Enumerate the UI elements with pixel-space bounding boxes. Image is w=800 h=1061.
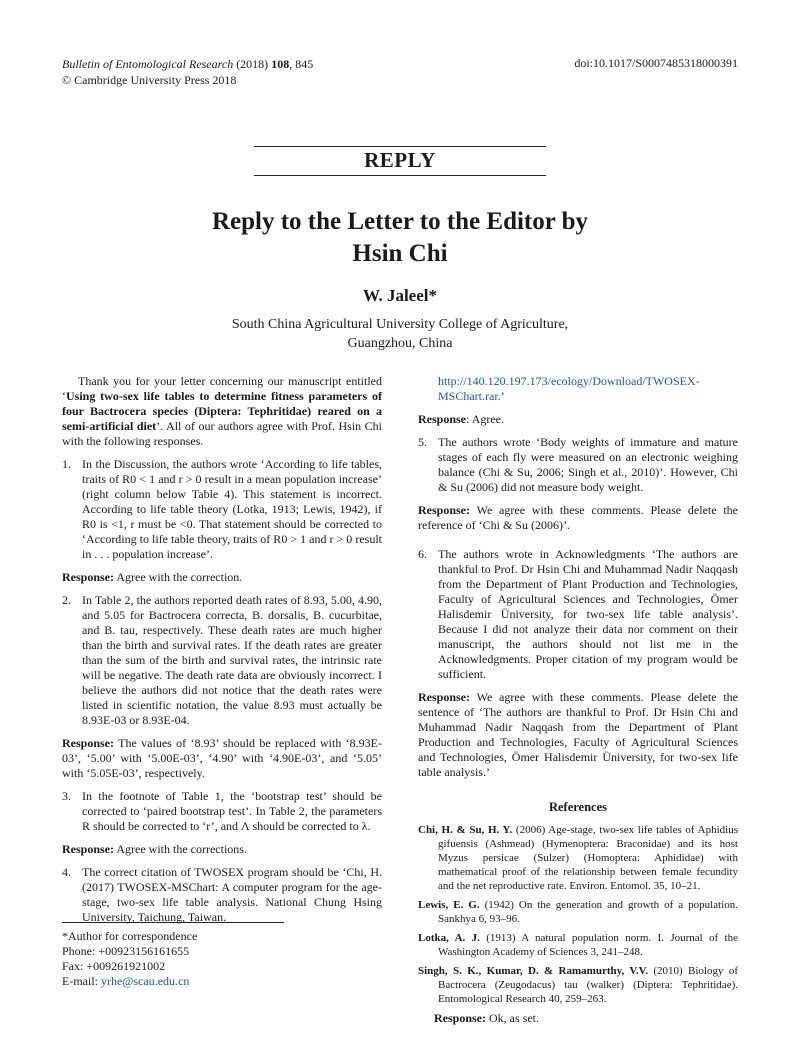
item-text: The authors wrote in Acknowledgments ‘The authors are thankful to Prof. Dr Hsin Chi and Muhammad Nadir Naqqash from the Department of Plant Production and Technologies, Faculty of Agricultural Sciences and Technologies, Ömer Halisdemir Üniversity, for two-sex life table analysis’. Because I did not analyze their data nor comment on their manuscript, the authors should not list me in the Acknowledgments. Proper citation of my program would be sufficient. — [438, 547, 738, 681]
section-heading: REPLY — [364, 148, 436, 172]
section-rule-top — [254, 146, 546, 147]
url-close-quote: ’ — [500, 389, 505, 403]
response-label: Response — [418, 412, 467, 426]
response-text: : Agree. — [466, 412, 505, 426]
response-text: Agree with the corrections. — [114, 842, 247, 856]
item-number: 4. — [62, 865, 71, 879]
intro-pre: Thank you for your letter concerning our manuscript entitled ‘ — [62, 374, 382, 403]
comment-item-4 — [62, 865, 382, 925]
reference-text: (2010) Biology of Bactrocera (Zeugodacus) tau (walker) (Diptera: Tephritidae). Entomological Research 40, 259–263. — [438, 965, 738, 1005]
copyright: © Cambridge University Press 2018 — [62, 73, 237, 87]
item-number: 6. — [418, 547, 427, 561]
affiliation-line-2: Guangzhou, China — [347, 336, 453, 351]
comment-list-left — [62, 457, 382, 562]
response-6 — [418, 690, 738, 780]
affiliation-line-1: South China Agricultural University College of Agriculture, — [231, 317, 569, 332]
response-label: Response: — [62, 736, 115, 750]
affiliation — [100, 315, 700, 353]
comment-item-3 — [62, 789, 382, 834]
response-label: Response: — [62, 842, 115, 856]
journal-volume: 108 — [271, 57, 290, 71]
footnote — [62, 929, 197, 989]
item-number: 3. — [62, 789, 71, 803]
response-5 — [418, 503, 738, 533]
intro-manuscript-title: Using two-sex life tables to determine fitness parameters of four Bactrocera species (Diptera: Tephritidae) reared on a semi-artificial diet — [62, 389, 382, 433]
comment-item-2 — [62, 593, 382, 728]
email-link[interactable]: yrhe@scau.edu.cn — [101, 974, 190, 988]
footnote-fax: Fax: +009261921002 — [62, 959, 166, 973]
intro-post: ’. All of our authors agree with Prof. Hsin Chi with the following responses. — [62, 419, 382, 448]
response-3 — [62, 842, 382, 857]
comment-list-left-2 — [62, 593, 382, 728]
final-response — [418, 1011, 738, 1026]
left-column — [62, 374, 382, 933]
reference-item — [418, 964, 738, 1006]
reference-authors: Lewis, E. G. — [418, 899, 480, 911]
reference-text: (1913) A natural population norm. I. Journal of the Washington Academy of Sciences 3, 241–248. — [438, 932, 738, 958]
reference-item — [418, 823, 738, 893]
comment-item-1 — [62, 457, 382, 562]
email-label: E-mail: — [62, 974, 101, 988]
footnote-email-line — [62, 974, 197, 989]
title-line-1: Reply to the Letter to the Editor by — [211, 208, 589, 235]
comment-item-6 — [418, 547, 738, 682]
response-label: Response: — [418, 690, 471, 704]
response-text: The values of ‘8.93’ should be replaced with ‘8.93E-03’, ‘5.00’ with ‘5.00E-03’, ‘4.90’ with ‘4.90E-03’, and ‘5.05’ with ‘5.05E-03’, respectively. — [62, 736, 382, 780]
reference-list — [418, 823, 738, 1006]
right-column — [418, 374, 738, 1034]
item-number: 1. — [62, 457, 71, 471]
twosex-url-link[interactable]: http://140.120.197.173/ecology/Download/TWOSEX-MSChart.rar. — [438, 374, 700, 403]
comment-item-5 — [418, 435, 738, 495]
response-text: We agree with these comments. Please delete the reference of ‘Chi & Su (2006)’. — [418, 503, 738, 532]
reference-authors: Chi, H. & Su, H. Y. — [418, 824, 513, 836]
author-name: W. Jaleel* — [363, 286, 437, 305]
item-text: The correct citation of TWOSEX program should be ‘Chi, H. (2017) TWOSEX-MSChart: A computer program for the age-stage, two-sex life table analysis. National Chung Hsing University, Taichung, Taiwan. — [82, 865, 382, 924]
item-text: In Table 2, the authors reported death rates of 8.93, 5.00, 4.90, and 5.05 for Bactrocera correcta, B. dorsalis, B. cucurbitae, and B. tau, respectively. These death rates are much higher than the birth and survival rates. If the death rates are greater than the sum of the birth and survival rates, the intrinsic rate will be negative. The death rate data are obviously incorrect. I believe the authors did not notice that the death rates were listed in scientific notation, the value 8.93 must actually be 8.93E-03 or 8.93E-04. — [82, 593, 382, 727]
intro-paragraph — [62, 374, 382, 449]
response-label: Response: — [418, 503, 471, 517]
item-text: In the footnote of Table 1, the ‘bootstrap test’ should be corrected to ‘paired bootstrap test’. In Table 2, the parameters R should be corrected to ‘r’, and Λ should be corrected to λ. — [82, 789, 382, 833]
item-text: In the Discussion, the authors wrote ‘According to life tables, traits of R0 < 1 and r > 0 result in a mean population increase’ (right column below Table 4). This statement is incorrect. According to life table theory (Lotka, 1913; Lewis, 1942), if R0 is <1, r must be <0. That statement should be corrected to ‘According to life table theory, traits of R0 > 1 and r > 0 result in . . . population increase’. — [82, 457, 382, 561]
url-continuation — [418, 374, 738, 404]
article-title — [100, 206, 700, 270]
response-text: We agree with these comments. Please delete the sentence of ‘The authors are thankful to Prof. Dr Hsin Chi and Muhammad Nadir Naqqash from the Department of Plant Production and Technologies, Faculty of Agricultural Sciences and Technologies, Ömer Halisdemir Üniversity, for two-sex life table analysis.’ — [418, 690, 738, 779]
final-response-label: Response: — [434, 1011, 487, 1025]
response-1 — [62, 570, 382, 585]
comment-list-right-2 — [418, 547, 738, 682]
response-2 — [62, 736, 382, 781]
journal-name: Bulletin of Entomological Research — [62, 57, 234, 71]
reference-authors: Lotka, A. J. — [418, 932, 480, 944]
reference-text: (2006) Age-stage, two-sex life tables of Aphidius gifuensis (Ashmead) (Hymenoptera: Braconidae) and its host Myzus persicae (Sulzer) (Homoptera: Aphididae) with mathematical proof of the relationship between female fecundity and the net reproductive rate. Environ. Entomol. 35, 10–21. — [438, 824, 738, 892]
reference-text: (1942) On the generation and growth of a population. Sankhya 6, 93–96. — [438, 899, 738, 925]
footnote-correspondence: *Author for correspondence — [62, 929, 198, 943]
response-text: Agree with the correction. — [114, 570, 243, 584]
title-line-2: Hsin Chi — [352, 240, 448, 267]
final-response-text: Ok, as set. — [486, 1011, 540, 1025]
reference-item — [418, 931, 738, 959]
item-text: The authors wrote ‘Body weights of immature and mature stages of each fly were measured on an electronic weighing balance (Chi & Su, 2006; Singh et al., 2010)’. However, Chi & Su (2006) did not measure body weight. — [438, 435, 738, 494]
response-4 — [418, 412, 738, 427]
comment-list-left-3 — [62, 789, 382, 834]
journal-page: , 845 — [289, 57, 314, 71]
doi[interactable]: doi:10.1017/S0007485318000391 — [574, 56, 738, 70]
journal-header — [62, 56, 313, 88]
footnote-phone: Phone: +00923156161655 — [62, 944, 190, 958]
comment-list-left-4 — [62, 865, 382, 925]
section-rule-bottom — [254, 175, 546, 176]
references-heading: References — [548, 800, 608, 814]
reference-item — [418, 898, 738, 926]
footnote-rule — [62, 922, 284, 923]
reference-authors: Singh, S. K., Kumar, D. & Ramamurthy, V.V. — [418, 965, 648, 977]
item-number: 5. — [418, 435, 427, 449]
item-number: 2. — [62, 593, 71, 607]
comment-list-right — [418, 435, 738, 495]
journal-year: (2018) — [236, 57, 269, 71]
response-label: Response: — [62, 570, 115, 584]
